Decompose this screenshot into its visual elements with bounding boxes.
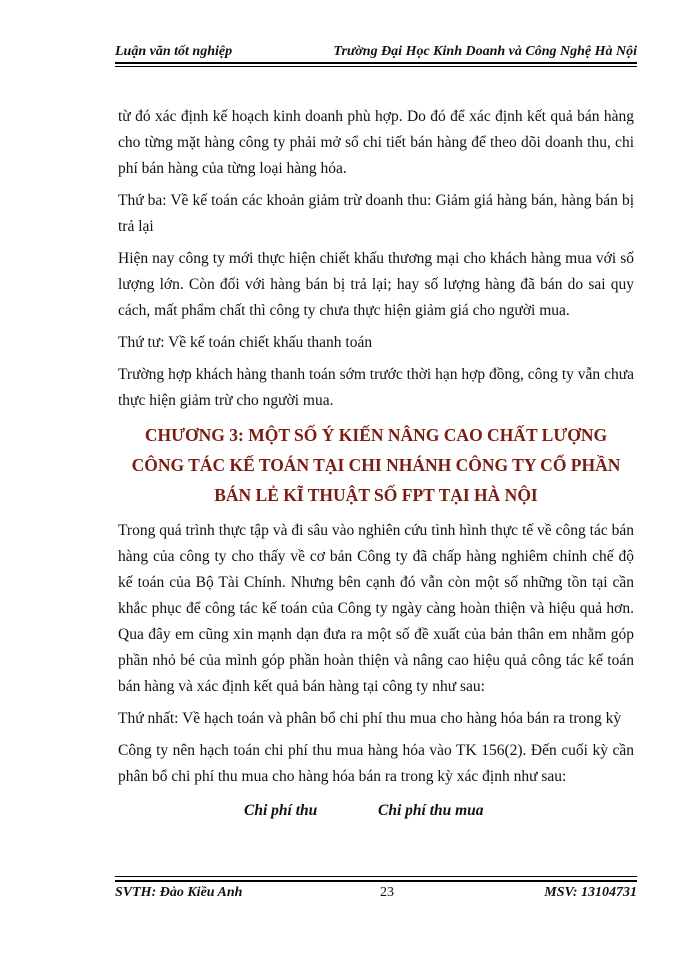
paragraph: Hiện nay công ty mới thực hiện chiết khấu thương mại cho khách hàng mua với số lượng lớn. Còn đối với hàng bán bị trả lại; hay số lượng hàng đã bán do sai quy cách, mất phẩm chất thì công ty chưa thực hiện giảm giá cho người mua. <box>118 250 634 319</box>
page-body <box>118 104 634 824</box>
paragraph: Thứ nhất: Về hạch toán và phân bổ chi phí thu mua cho hàng hóa bán ra trong kỳ <box>118 710 622 727</box>
footer-rule <box>115 880 637 882</box>
footer-student-id: MSV: 13104731 <box>544 885 637 900</box>
header-rule-thin <box>115 66 637 67</box>
paragraph: Thứ tư: Về kế toán chiết khấu thanh toán <box>118 334 373 351</box>
formula-left-term: Chi phí thu <box>244 802 318 819</box>
header-thesis-label: Luận văn tốt nghiệp <box>115 44 233 59</box>
page-header <box>115 36 637 60</box>
formula-right-term: Chi phí thu mua <box>378 802 484 819</box>
header-university: Trường Đại Học Kinh Doanh và Công Nghệ Hà Nội <box>333 44 637 59</box>
paragraph: Công ty nên hạch toán chi phí thu mua hàng hóa vào TK 156(2). Đến cuối kỳ cần phân bổ chi phí thu mua cho hàng hóa bán ra trong kỳ xác định như sau: <box>118 742 634 785</box>
footer-rule-thin <box>115 876 637 877</box>
page-number: 23 <box>380 885 394 900</box>
formula-row <box>118 798 634 824</box>
header-rule <box>115 62 637 64</box>
paragraph: Thứ ba: Về kế toán các khoản giảm trừ doanh thu: Giảm giá hàng bán, hàng bán bị trả lại <box>118 192 634 235</box>
paragraph: Trong quá trình thực tập và đi sâu vào nghiên cứu tình hình thực tế về công tác bán hàng của công ty cho thấy về cơ bản Công ty đã chấp hàng nghiêm chỉnh chế độ kế toán của Bộ Tài Chính. Nhưng bên cạnh đó vẫn còn một số những tồn tại cần khắc phục để công tác kế toán của Công ty ngày càng hoàn thiện và hiệu quả hơn. Qua đây em cũng xin mạnh dạn đưa ra một số đề xuất của bản thân em nhằm góp phần nhỏ bé của mình góp phần hoàn thiện và nâng cao hiệu quả công tác kế toán bán hàng và xác định kết quả bán hàng tại công ty như sau: <box>118 522 634 695</box>
page-footer <box>115 885 637 905</box>
chapter-heading: CHƯƠNG 3: MỘT SỐ Ý KIẾN NÂNG CAO CHẤT LƯỢNG CÔNG TÁC KẾ TOÁN TẠI CHI NHÁNH CÔNG TY CỔ PHẦN BÁN LẺ KĨ THUẬT SỐ FPT TẠI HÀ NỘI <box>131 425 621 505</box>
paragraph: từ đó xác định kế hoạch kinh doanh phù hợp. Do đó để xác định kết quả bán hàng cho từng mặt hàng công ty phải mở sổ chi tiết bán hàng để theo dõi doanh thu, chi phí bán hàng của từng loại hàng hóa. <box>118 108 634 177</box>
paragraph: Trường hợp khách hàng thanh toán sớm trước thời hạn hợp đồng, công ty vẫn chưa thực hiện giảm trừ cho người mua. <box>118 366 634 409</box>
footer-student-name: SVTH: Đào Kiều Anh <box>115 885 243 900</box>
